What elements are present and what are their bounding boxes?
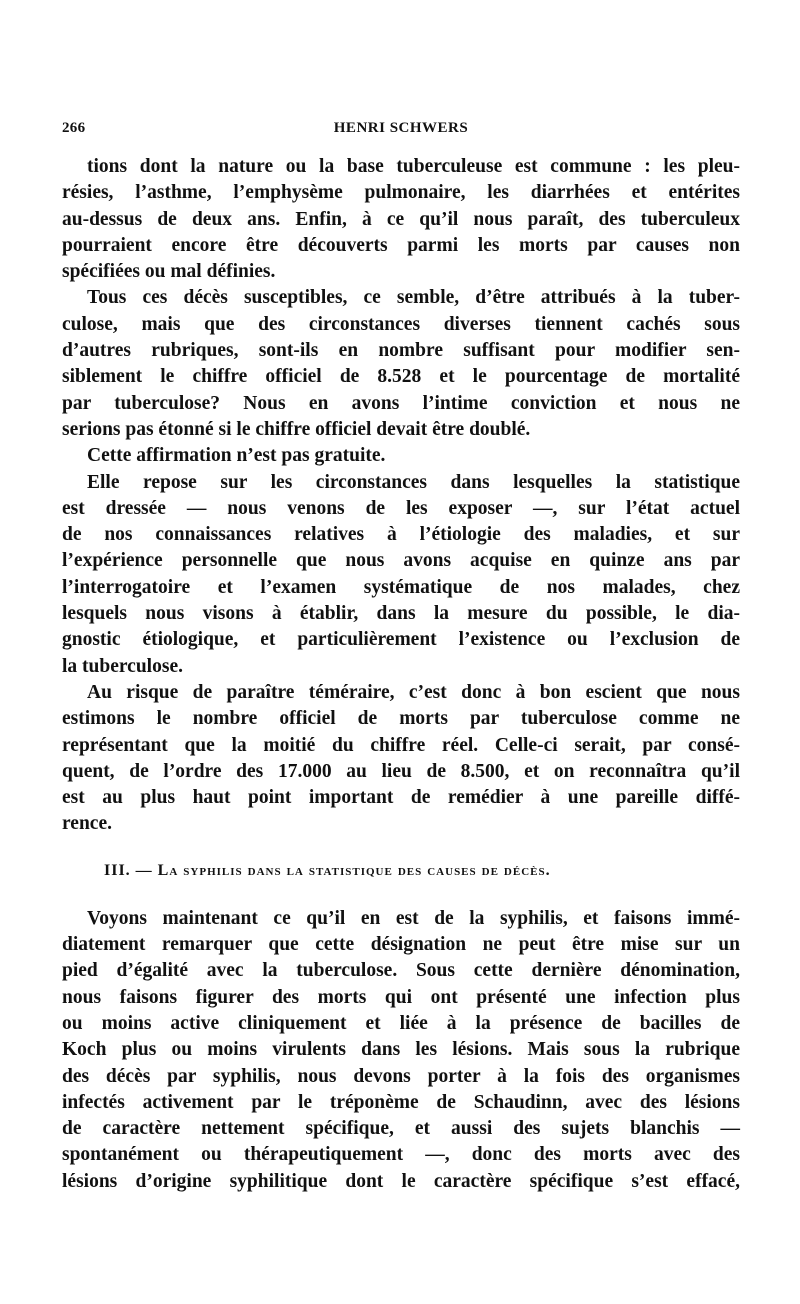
text-line: lesquels nous visons à établir, dans la mesure du possible, le dia- xyxy=(62,603,740,625)
body-text-before-heading xyxy=(62,154,740,838)
text-line: de caractère nettement spécifique, et aussi des sujets blanchis — xyxy=(62,1118,740,1140)
text-line: représentant que la moitié du chiffre réel. Celle-ci serait, par consé- xyxy=(62,734,740,756)
text-line: Koch plus ou moins virulents dans les lésions. Mais sous la rubrique xyxy=(62,1039,740,1061)
running-head: HENRI SCHWERS xyxy=(333,120,469,136)
text-line: gnostic étiologique, et particulièrement l’existence ou l’exclusion de xyxy=(62,629,740,651)
text-line: estimons le nombre officiel de morts par tuberculose comme ne xyxy=(62,708,740,730)
text-line: d’autres rubriques, sont-ils en nombre suffisant pour modifier sen- xyxy=(62,340,740,362)
body-text-after-heading xyxy=(62,906,740,1195)
text-line: Au risque de paraître téméraire, c’est donc à bon escient que nous xyxy=(87,681,740,703)
page-number: 266 xyxy=(62,120,86,136)
page-header xyxy=(62,120,740,144)
paragraph xyxy=(62,443,740,469)
text-line: nous faisons figurer des morts qui ont présenté une infection plus xyxy=(62,986,740,1008)
text-line: au-dessus de deux ans. Enfin, à ce qu’il nous paraît, des tuberculeux xyxy=(62,208,740,230)
text-line: spécifiées ou mal définies. xyxy=(62,261,276,283)
text-line: par tuberculose? Nous en avons l’intime conviction et nous ne xyxy=(62,392,740,414)
text-line: la tuberculose. xyxy=(62,655,183,677)
text-line: quent, de l’ordre des 17.000 au lieu de 8.500, et on reconnaîtra qu’il xyxy=(62,760,740,782)
text-line: ou moins active cliniquement et liée à la présence de bacilles de xyxy=(62,1012,740,1034)
text-line: Voyons maintenant ce qu’il en est de la syphilis, et faisons immé- xyxy=(87,907,740,929)
text-line: serions pas étonné si le chiffre officiel devait être doublé. xyxy=(62,418,531,440)
text-line: infectés activement par le tréponème de Schaudinn, avec des lésions xyxy=(62,1091,740,1113)
text-line: Cette affirmation n’est pas gratuite. xyxy=(87,445,386,467)
text-line: spontanément ou thérapeutiquement —, donc des morts avec des xyxy=(62,1144,740,1166)
paragraph xyxy=(62,154,740,285)
text-line: est au plus haut point important de remédier à une pareille diffé- xyxy=(62,787,740,809)
paragraph xyxy=(62,470,740,680)
text-line: pied d’égalité avec la tuberculose. Sous cette dernière dénomination, xyxy=(62,960,740,982)
text-line: est dressée — nous venons de les exposer —, sur l’état actuel xyxy=(62,497,740,519)
text-line: rence. xyxy=(62,813,112,835)
text-line: culose, mais que des circonstances diverses tiennent cachés sous xyxy=(62,313,740,335)
text-line: diatement remarquer que cette désignation ne peut être mise sur un xyxy=(62,934,740,956)
text-line: siblement le chiffre officiel de 8.528 et le pourcentage de mortalité xyxy=(62,366,740,388)
text-line: Elle repose sur les circonstances dans lesquelles la statistique xyxy=(87,471,740,493)
text-line: tions dont la nature ou la base tuberculeuse est commune : les pleu- xyxy=(87,156,740,177)
text-line: l’expérience personnelle que nous avons acquise en quinze ans par xyxy=(62,550,740,572)
text-line: l’interrogatoire et l’examen systématique de nos malades, chez xyxy=(62,576,740,598)
text-line: de nos connaissances relatives à l’étiologie des maladies, et sur xyxy=(62,524,740,546)
book-page xyxy=(62,120,740,1195)
text-line: pourraient encore être découverts parmi les morts par causes non xyxy=(62,234,740,256)
paragraph xyxy=(62,680,740,838)
section-heading: III. — La syphilis dans la statistique des causes de décès. xyxy=(104,861,551,879)
text-line: des décès par syphilis, nous devons porter à la fois des organismes xyxy=(62,1065,740,1087)
paragraph xyxy=(62,906,740,1195)
text-line: lésions d’origine syphilitique dont le caractère spécifique s’est effacé, xyxy=(62,1170,740,1192)
paragraph xyxy=(62,285,740,443)
text-line: Tous ces décès susceptibles, ce semble, d’être attribués à la tuber- xyxy=(87,287,740,309)
text-line: résies, l’asthme, l’emphysème pulmonaire, les diarrhées et entérites xyxy=(62,182,740,204)
